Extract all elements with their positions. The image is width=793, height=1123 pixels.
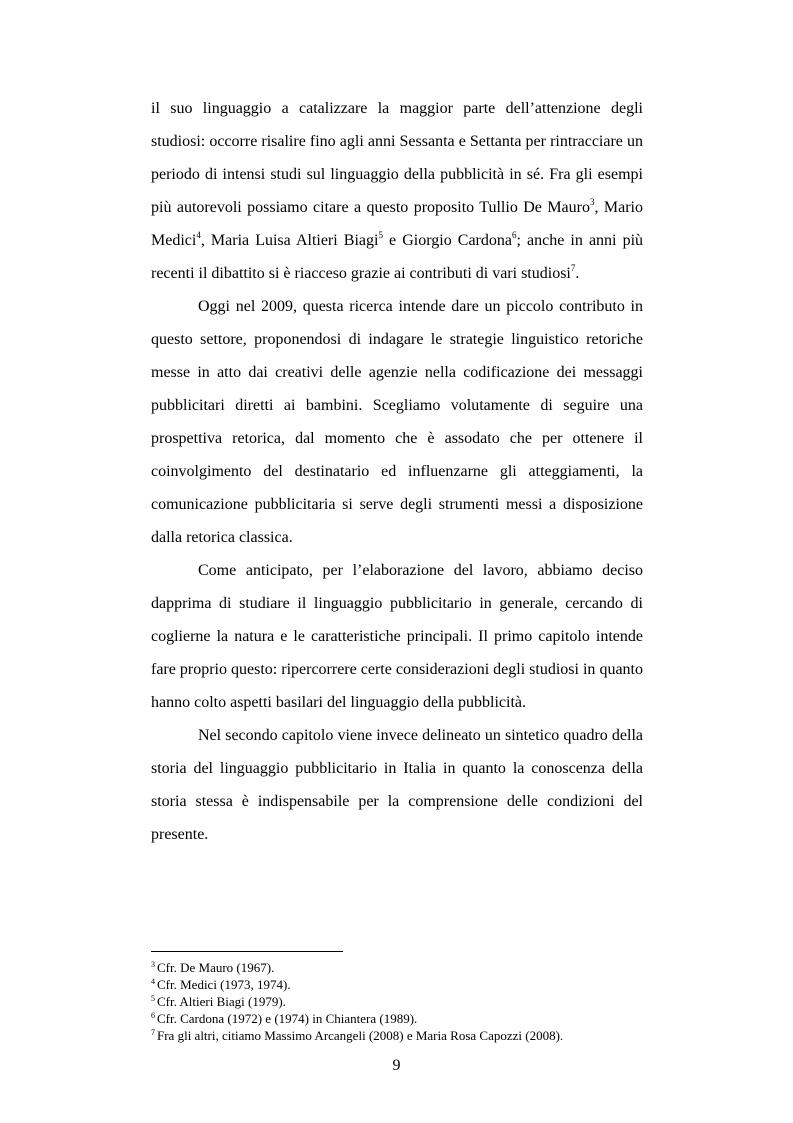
footnote-reference: 3 [589,196,595,207]
footnote-text: Cfr. De Mauro (1967). [157,960,275,975]
paragraph-text: , Maria Luisa Altieri Biagi [200,232,379,249]
paragraph-text: il suo linguaggio a catalizzare la maggior parte dell’attenzione degli studiosi: occorre risalire fino agli anni Sessanta e Settanta per rintracciare un periodo di intensi studi sul linguaggio della pubblicità in sé. Fra gli esempi più autorevoli possiamo citare a questo proposito Tullio De Mauro [151,100,643,216]
footnote-number: 5 [151,993,155,1003]
paragraph-text: ; anche in anni più recenti il dibattito si è riacceso grazie ai contributi di vari studiosi [151,232,644,282]
footnote [151,1027,643,1044]
footnote-reference: 5 [378,229,383,240]
footnote-number: 4 [151,976,155,986]
paragraph [151,290,643,554]
footnote [151,959,643,976]
footnote-text: Cfr. Cardona (1972) e (1974) in Chiantera (1989). [157,1011,418,1026]
footnote-separator [151,951,343,952]
paragraph [151,92,643,290]
paragraph-text: Come anticipato, per l’elaborazione del lavoro, abbiamo deciso dapprima di studiare il linguaggio pubblicitario in generale, cercando di coglierne la natura e le caratteristiche principali. Il primo capitolo intende fare proprio questo: ripercorrere certe considerazioni degli studiosi in quanto hanno colto aspetti basilari del linguaggio della pubblicità. [151,562,643,711]
paragraph-text: Nel secondo capitolo viene invece delineato un sintetico quadro della storia del linguaggio pubblicitario in Italia in quanto la conoscenza della storia stessa è indispensabile per la comprensione delle condizioni del presente. [151,727,643,843]
paragraph-text: Oggi nel 2009, questa ricerca intende dare un piccolo contributo in questo settore, proponendosi di indagare le strategie linguistico retoriche messe in atto dai creativi delle agenzie nella codificazione dei messaggi pubblicitari diretti ai bambini. Scegliamo volutamente di seguire una prospettiva retorica, dal momento che è assodato che per ottenere il coinvolgimento del destinatario ed influenzarne gli atteggiamenti, la comunicazione pubblicitaria si serve degli strumenti messi a disposizione dalla retorica classica. [151,298,643,546]
page-number: 9 [392,1057,401,1074]
footnote-text: Cfr. Altieri Biagi (1979). [157,994,286,1009]
footnote [151,976,643,993]
footnote-number: 7 [151,1027,155,1037]
footnote [151,1010,643,1027]
footnote-reference: 4 [196,229,201,240]
paragraph [151,719,643,851]
paragraph [151,554,643,719]
footnote-text: Fra gli altri, citiamo Massimo Arcangeli (2008) e Maria Rosa Capozzi (2008). [157,1028,564,1043]
footnote-reference: 6 [512,229,517,240]
paragraph-text: e Giorgio Cardona [382,232,512,249]
paragraph-text: . [575,265,580,282]
footnote-number: 6 [151,1010,155,1020]
footnote-reference: 7 [570,262,576,273]
footnote [151,993,643,1010]
paragraph-text: , Mario Medici [151,199,643,249]
footnote-text: Cfr. Medici (1973, 1974). [157,977,291,992]
footnotes [151,959,643,1044]
body-text [151,92,643,851]
footnote-number: 3 [151,959,155,969]
